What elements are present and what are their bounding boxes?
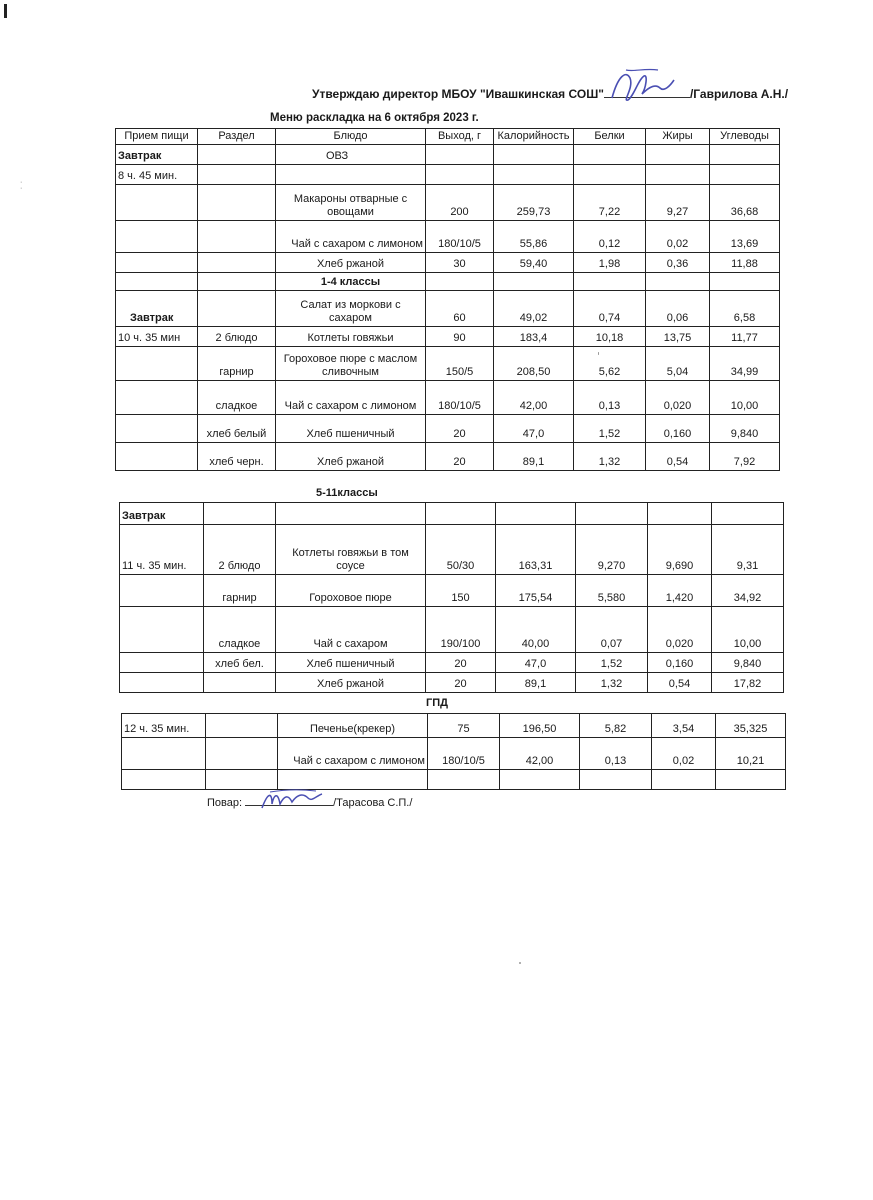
table-row <box>122 738 786 770</box>
meal-label: Завтрак <box>116 145 198 165</box>
dish-section: 2 блюдо <box>204 525 276 575</box>
table-row <box>116 185 780 221</box>
dish-fat: 0,36 <box>646 253 710 273</box>
dish-kcal: 42,00 <box>500 738 580 770</box>
dish-fat: 0,160 <box>648 653 712 673</box>
dish-section: хлеб белый <box>198 415 276 443</box>
approval-prefix: Утверждаю директор МБОУ "Ивашкинская СОШ" <box>312 87 604 101</box>
dish-kcal: 183,4 <box>494 327 574 347</box>
dish-name: Хлеб пшеничный <box>276 415 426 443</box>
dish-name: Салат из моркови с сахаром <box>276 291 426 327</box>
col-header-fat: Жиры <box>646 129 710 145</box>
dish-section: хлеб бел. <box>204 653 276 673</box>
dish-section: сладкое <box>204 607 276 653</box>
dish-section: 2 блюдо <box>198 327 276 347</box>
dish-carbs: 9,31 <box>712 525 784 575</box>
dish-weight: 180/10/5 <box>426 221 494 253</box>
dish-name: Хлеб ржаной <box>276 673 426 693</box>
col-header-dish: Блюдо <box>276 129 426 145</box>
dish-fat: 9,690 <box>648 525 712 575</box>
col-header-weight: Выход, г <box>426 129 494 145</box>
scan-dots: · · <box>20 179 23 192</box>
dish-fat: 0,020 <box>646 381 710 415</box>
dish-protein: 7,22 <box>574 185 646 221</box>
dish-weight: 150/5 <box>426 347 494 381</box>
dish-carbs: 34,99 <box>710 347 780 381</box>
dish-name: Хлеб пшеничный <box>276 653 426 673</box>
dish-name: Чай с сахаром с лимоном <box>276 221 426 253</box>
dish-carbs: 11,77 <box>710 327 780 347</box>
director-name: /Гаврилова А.Н./ <box>689 87 789 101</box>
dish-fat: 0,54 <box>646 443 710 471</box>
dish-fat: 0,54 <box>648 673 712 693</box>
table-row <box>120 653 784 673</box>
dish-name: Хлеб ржаной <box>276 253 426 273</box>
cook-signature-icon <box>258 786 330 816</box>
dish-weight: 20 <box>426 415 494 443</box>
dish-protein: 5,62 <box>574 347 646 381</box>
section-heading-row <box>116 273 780 291</box>
dish-carbs: 35,325 <box>716 714 786 738</box>
table-row <box>116 165 780 185</box>
dish-weight: 50/30 <box>426 525 496 575</box>
dish-fat: 0,160 <box>646 415 710 443</box>
dish-kcal: 55,86 <box>494 221 574 253</box>
dish-carbs: 9,840 <box>710 415 780 443</box>
dish-carbs: 6,58 <box>710 291 780 327</box>
dish-protein: 1,32 <box>576 673 648 693</box>
dish-section: сладкое <box>198 381 276 415</box>
dish-fat: 1,420 <box>648 575 712 607</box>
dish-carbs: 13,69 <box>710 221 780 253</box>
dish-kcal: 89,1 <box>494 443 574 471</box>
dish-section: гарнир <box>198 347 276 381</box>
dish-weight: 90 <box>426 327 494 347</box>
dish-name: Чай с сахаром с лимоном <box>276 381 426 415</box>
menu-table-5-11 <box>119 502 784 693</box>
dish-protein: 0,07 <box>576 607 648 653</box>
table-row <box>116 253 780 273</box>
dish-kcal: 47,0 <box>494 415 574 443</box>
dish-weight: 180/10/5 <box>428 738 500 770</box>
meal-time: 10 ч. 35 мин <box>116 327 198 347</box>
table-row <box>116 291 780 327</box>
dish-weight: 20 <box>426 443 494 471</box>
dish-carbs: 34,92 <box>712 575 784 607</box>
dish-kcal: 42,00 <box>494 381 574 415</box>
dish-carbs: 36,68 <box>710 185 780 221</box>
meal-time: 11 ч. 35 мин. <box>120 525 204 575</box>
dish-weight: 60 <box>426 291 494 327</box>
table-row <box>122 770 786 790</box>
dish-carbs: 10,21 <box>716 738 786 770</box>
meal-time: 12 ч. 35 мин. <box>122 714 206 738</box>
dish-protein: 0,74 <box>574 291 646 327</box>
section-heading-5-11: 5-11классы <box>316 487 378 499</box>
dish-protein: 10,18 <box>574 327 646 347</box>
dish-section: хлеб черн. <box>198 443 276 471</box>
table-row <box>120 673 784 693</box>
dish-weight: 180/10/5 <box>426 381 494 415</box>
dish-fat: 3,54 <box>652 714 716 738</box>
dish-kcal: 47,0 <box>496 653 576 673</box>
dish-protein: 0,13 <box>580 738 652 770</box>
table-row <box>116 145 780 165</box>
dish-kcal: 259,73 <box>494 185 574 221</box>
table-row <box>116 221 780 253</box>
approval-line <box>312 87 788 101</box>
dish-kcal: 196,50 <box>500 714 580 738</box>
director-signature-icon <box>604 66 684 108</box>
meal-time: 8 ч. 45 мин. <box>116 165 198 185</box>
dish-protein: 1,32 <box>574 443 646 471</box>
dish-section: гарнир <box>204 575 276 607</box>
cook-label: Повар: <box>207 797 243 809</box>
col-header-section: Раздел <box>198 129 276 145</box>
dish-kcal: 175,54 <box>496 575 576 607</box>
dish-protein: 1,52 <box>574 415 646 443</box>
dish-fat: 0,02 <box>652 738 716 770</box>
dish-protein: 5,82 <box>580 714 652 738</box>
dish-weight: 200 <box>426 185 494 221</box>
dish-fat: 13,75 <box>646 327 710 347</box>
table-row <box>116 327 780 347</box>
dish-name: Чай с сахаром <box>276 607 426 653</box>
dish-protein: 0,12 <box>574 221 646 253</box>
dish-name: Макароны отварные с овощами <box>276 185 426 221</box>
dish-carbs: 17,82 <box>712 673 784 693</box>
section-heading-gpd: ГПД <box>426 697 448 709</box>
table-row <box>120 503 784 525</box>
table-row <box>120 575 784 607</box>
cook-name: /Тарасова С.П./ <box>333 797 413 809</box>
table-row <box>122 714 786 738</box>
dish-fat: 0,020 <box>648 607 712 653</box>
col-header-carbs: Углеводы <box>710 129 780 145</box>
dish-fat: 0,06 <box>646 291 710 327</box>
dish-carbs: 11,88 <box>710 253 780 273</box>
dish-name: Печенье(крекер) <box>278 714 428 738</box>
col-header-protein: Белки <box>574 129 646 145</box>
table-row <box>116 381 780 415</box>
dish-weight: 20 <box>426 673 496 693</box>
dish-kcal: 59,40 <box>494 253 574 273</box>
menu-table-gpd <box>121 713 786 790</box>
meal-label: Завтрак <box>120 503 204 525</box>
section-heading-1-4: 1-4 классы <box>276 273 426 291</box>
dish-carbs: 7,92 <box>710 443 780 471</box>
dish-name: Котлеты говяжьи <box>276 327 426 347</box>
dish-section <box>198 291 276 327</box>
dish-kcal: 49,02 <box>494 291 574 327</box>
table-row <box>116 415 780 443</box>
scan-speck <box>519 962 521 964</box>
table-row <box>116 347 780 381</box>
col-header-kcal: Калорийность <box>494 129 574 145</box>
dish-protein: 1,98 <box>574 253 646 273</box>
dish-weight: 190/100 <box>426 607 496 653</box>
dish-protein: 1,52 <box>576 653 648 673</box>
dish-kcal: 89,1 <box>496 673 576 693</box>
section-label: ОВЗ <box>276 145 426 165</box>
scan-speck <box>598 352 599 355</box>
dish-kcal: 40,00 <box>496 607 576 653</box>
dish-section <box>204 673 276 693</box>
dish-carbs: 10,00 <box>710 381 780 415</box>
scan-mark <box>4 4 7 18</box>
dish-weight: 150 <box>426 575 496 607</box>
dish-weight: 20 <box>426 653 496 673</box>
dish-weight: 30 <box>426 253 494 273</box>
dish-carbs: 9,840 <box>712 653 784 673</box>
dish-fat: 9,27 <box>646 185 710 221</box>
dish-carbs: 10,00 <box>712 607 784 653</box>
dish-protein: 0,13 <box>574 381 646 415</box>
table-row <box>120 607 784 653</box>
table-header-row <box>116 129 780 145</box>
document-subtitle: Меню раскладка на 6 октября 2023 г. <box>270 112 479 124</box>
dish-protein: 5,580 <box>576 575 648 607</box>
dish-name: Чай с сахаром с лимоном <box>278 738 428 770</box>
meal-label: Завтрак <box>116 291 198 327</box>
dish-weight: 75 <box>428 714 500 738</box>
dish-name: Хлеб ржаной <box>276 443 426 471</box>
dish-fat: 0,02 <box>646 221 710 253</box>
dish-name: Гороховое пюре <box>276 575 426 607</box>
col-header-meal: Прием пищи <box>116 129 198 145</box>
dish-kcal: 208,50 <box>494 347 574 381</box>
dish-kcal: 163,31 <box>496 525 576 575</box>
menu-table-main <box>115 128 780 471</box>
table-row <box>116 443 780 471</box>
dish-fat: 5,04 <box>646 347 710 381</box>
dish-protein: 9,270 <box>576 525 648 575</box>
table-row <box>120 525 784 575</box>
dish-name: Котлеты говяжьи в том соусе <box>276 525 426 575</box>
dish-name: Гороховое пюре с маслом сливочным <box>276 347 426 381</box>
